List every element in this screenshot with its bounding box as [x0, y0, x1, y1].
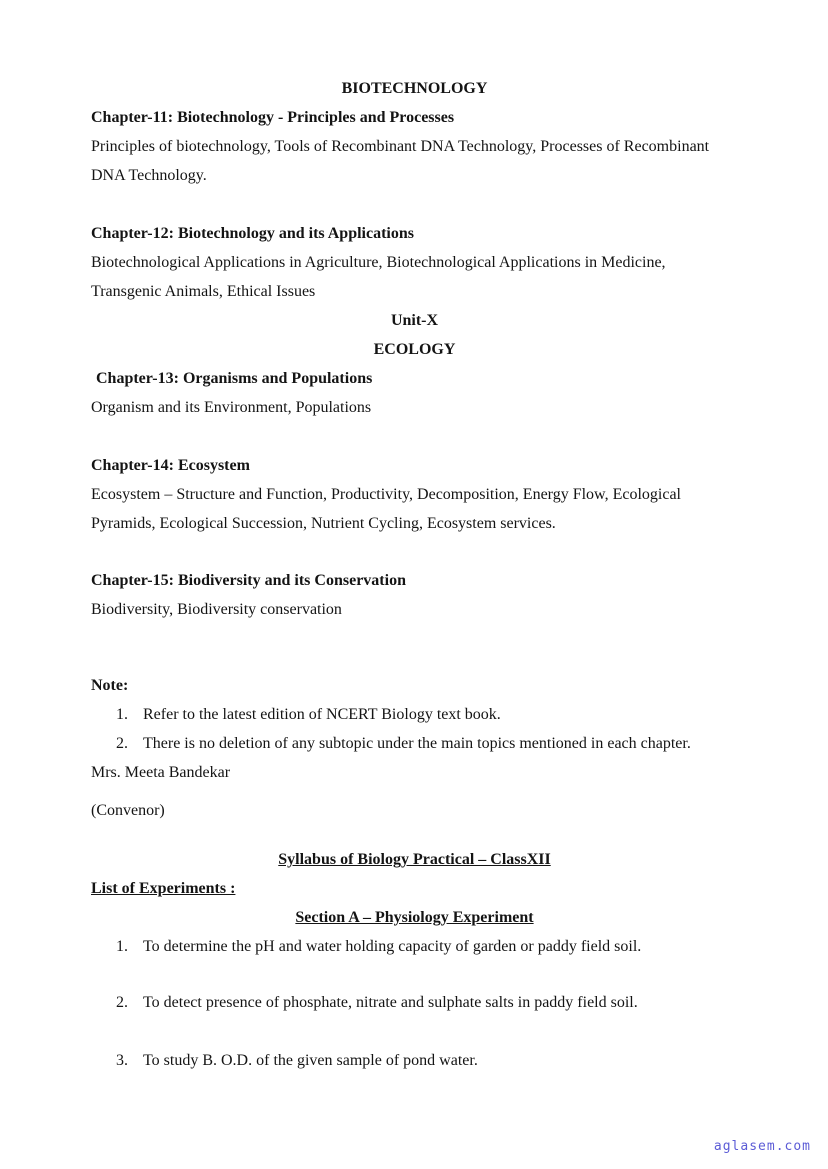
section-a-heading: Section A – Physiology Experiment — [295, 909, 534, 926]
spacer — [91, 190, 738, 219]
chapter-13-body: Organism and its Environment, Populations — [91, 399, 372, 416]
spacer — [91, 422, 738, 451]
chapter-13-heading: Chapter-13: Organisms and Populations — [96, 370, 373, 387]
unit-name: ECOLOGY — [373, 341, 456, 358]
note-item — [91, 700, 738, 729]
note-label: Note: — [91, 677, 129, 694]
experiment-number: 2. — [116, 994, 128, 1011]
experiment-text: To determine the pH and water holding capacity of garden or paddy field soil. — [143, 938, 642, 955]
experiment-item — [91, 988, 738, 1017]
note-item-text: There is no deletion of any subtopic under the main topics mentioned in each chapter. — [143, 735, 691, 752]
spacer — [91, 825, 738, 845]
chapter-15-body: Biodiversity, Biodiversity conservation — [91, 601, 342, 618]
chapter-14-heading: Chapter-14: Ecosystem — [91, 457, 250, 474]
note-item-number: 2. — [116, 735, 128, 752]
note-item-number: 1. — [116, 706, 128, 723]
convenor-designation: (Convenor) — [91, 802, 165, 819]
page-title: BIOTECHNOLOGY — [341, 80, 488, 97]
spacer — [91, 624, 738, 671]
experiment-number: 1. — [116, 938, 128, 955]
chapter-15-heading: Chapter-15: Biodiversity and its Conservation — [91, 572, 406, 589]
chapter-11-heading: Chapter-11: Biotechnology - Principles and Processes — [91, 109, 455, 126]
experiment-item — [91, 932, 738, 961]
chapter-14-body: Ecosystem – Structure and Function, Productivity, Decomposition, Energy Flow, Ecological Pyramids, Ecological Succession, Nutrient Cycling, Ecosystem services. — [91, 486, 681, 532]
spacer — [91, 961, 738, 988]
note-item — [91, 729, 738, 758]
unit-label: Unit-X — [390, 312, 439, 329]
experiment-number: 3. — [116, 1052, 128, 1069]
chapter-12-heading: Chapter-12: Biotechnology and its Applications — [91, 225, 414, 242]
spacer — [91, 1017, 738, 1046]
aglasem-watermark: aglasem.com — [713, 1139, 811, 1154]
spacer — [91, 538, 738, 566]
experiment-text: To detect presence of phosphate, nitrate and sulphate salts in paddy field soil. — [143, 994, 638, 1011]
practical-syllabus-heading: Syllabus of Biology Practical – ClassXII — [278, 851, 551, 868]
experiment-text: To study B. O.D. of the given sample of pond water. — [143, 1052, 478, 1069]
convenor-name: Mrs. Meeta Bandekar — [91, 764, 231, 781]
chapter-12-body: Biotechnological Applications in Agriculture, Biotechnological Applications in Medicine, Transgenic Animals, Ethical Issues — [91, 254, 666, 300]
note-item-text: Refer to the latest edition of NCERT Biology text book. — [143, 706, 501, 723]
experiment-item — [91, 1046, 738, 1075]
chapter-11-body: Principles of biotechnology, Tools of Recombinant DNA Technology, Processes of Recombinant DNA Technology. — [91, 138, 710, 184]
list-of-experiments-heading: List of Experiments : — [91, 880, 236, 897]
